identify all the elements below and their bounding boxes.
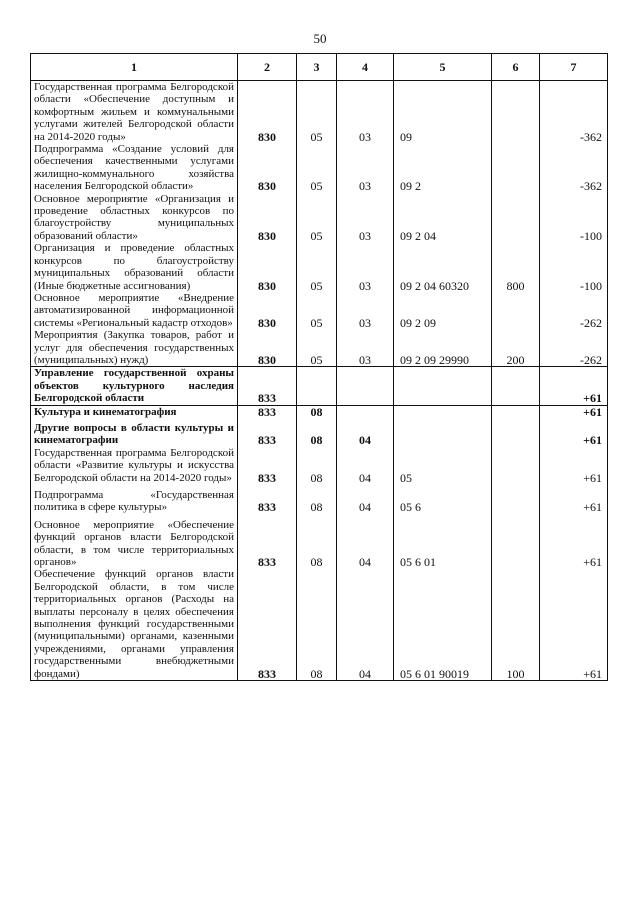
table-row: [31, 143, 608, 193]
target-article-code: [394, 367, 492, 405]
admin-code: 830: [238, 81, 297, 144]
subsection-code: 04: [337, 484, 394, 514]
table-row: [31, 81, 608, 144]
target-article-code: 09 2: [394, 143, 492, 193]
target-article-code: 09 2 09: [394, 292, 492, 329]
subsection-code: 04: [337, 568, 394, 680]
column-header: 1: [31, 54, 238, 81]
amount: +61: [540, 418, 608, 447]
expense-type-code: [492, 367, 540, 405]
column-header: 4: [337, 54, 394, 81]
expense-type-code: [492, 193, 540, 243]
section-code: 08: [297, 484, 337, 514]
row-name: Культура и кинематография: [31, 405, 238, 418]
expense-type-code: [492, 514, 540, 569]
page-number: 50: [313, 31, 327, 46]
amount: +61: [540, 447, 608, 484]
row-name: Другие вопросы в области культуры и кинематографии: [31, 418, 238, 447]
column-header: 2: [238, 54, 297, 81]
row-name: Основное мероприятие «Организация и проведение областных конкурсов по благоустройству муниципальных образований области»: [31, 193, 238, 243]
section-code: 05: [297, 292, 337, 329]
target-article-code: [394, 418, 492, 447]
budget-table: [30, 53, 608, 681]
column-header: 5: [394, 54, 492, 81]
section-code: 05: [297, 242, 337, 292]
expense-type-code: [492, 405, 540, 418]
amount: -362: [540, 143, 608, 193]
row-name: Государственная программа Белгородской области «Обеспечение доступным и комфортным жильем и коммунальными услугами жителей Белгородской области на 2014-2020 годы»: [31, 81, 238, 144]
section-code: 05: [297, 143, 337, 193]
section-code: 05: [297, 81, 337, 144]
subsection-code: 04: [337, 514, 394, 569]
expense-type-code: [492, 447, 540, 484]
table-row: [31, 484, 608, 514]
row-name: Мероприятия (Закупка товаров, работ и услуг для обеспечения государственных (муниципальных) нужд): [31, 329, 238, 367]
expense-type-code: [492, 81, 540, 144]
subsection-code: 03: [337, 292, 394, 329]
section-code: 05: [297, 329, 337, 367]
table-row: [31, 447, 608, 484]
table-row: [31, 514, 608, 569]
table-row: [31, 292, 608, 329]
table-row: [31, 367, 608, 405]
target-article-code: 09 2 04: [394, 193, 492, 243]
amount: -362: [540, 81, 608, 144]
section-code: 08: [297, 405, 337, 418]
amount: +61: [540, 367, 608, 405]
admin-code: 833: [238, 367, 297, 405]
table-row: [31, 568, 608, 680]
section-code: 08: [297, 514, 337, 569]
admin-code: 830: [238, 329, 297, 367]
table-row: [31, 193, 608, 243]
admin-code: 833: [238, 405, 297, 418]
row-name: Подпрограмма «Создание условий для обеспечения качественными услугами жилищно-коммунального хозяйства населения Белгородской области»: [31, 143, 238, 193]
subsection-code: [337, 367, 394, 405]
row-name: Основное мероприятие «Обеспечение функций органов власти Белгородской области, в том числе территориальных органов»: [31, 514, 238, 569]
column-header: 6: [492, 54, 540, 81]
target-article-code: 09 2 04 60320: [394, 242, 492, 292]
admin-code: 830: [238, 292, 297, 329]
amount: +61: [540, 568, 608, 680]
admin-code: 833: [238, 484, 297, 514]
subsection-code: [337, 405, 394, 418]
admin-code: 833: [238, 514, 297, 569]
table-row: [31, 418, 608, 447]
admin-code: 833: [238, 418, 297, 447]
table-row: [31, 329, 608, 367]
table-row: [31, 242, 608, 292]
column-header: 3: [297, 54, 337, 81]
expense-type-code: 100: [492, 568, 540, 680]
target-article-code: [394, 405, 492, 418]
amount: +61: [540, 405, 608, 418]
row-name: Управление государственной охраны объектов культурного наследия Белгородской области: [31, 367, 238, 405]
section-code: 05: [297, 193, 337, 243]
amount: +61: [540, 484, 608, 514]
admin-code: 833: [238, 568, 297, 680]
row-name: Обеспечение функций органов власти Белгородской области, в том числе территориальных органов (Расходы на выплаты персоналу в целях обеспечения выполнения функций государственными (муниципальными) органами, казенными учреждениями, органами управления государственными внебюджетными фондами): [31, 568, 238, 680]
expense-type-code: [492, 484, 540, 514]
row-name: Государственная программа Белгородской области «Развитие культуры и искусства Белгородской области на 2014-2020 годы»: [31, 447, 238, 484]
subsection-code: 04: [337, 418, 394, 447]
section-code: 08: [297, 418, 337, 447]
target-article-code: 09 2 09 29990: [394, 329, 492, 367]
admin-code: 830: [238, 143, 297, 193]
expense-type-code: [492, 143, 540, 193]
target-article-code: 09: [394, 81, 492, 144]
target-article-code: 05 6 01: [394, 514, 492, 569]
column-header: 7: [540, 54, 608, 81]
amount: -100: [540, 242, 608, 292]
expense-type-code: [492, 292, 540, 329]
section-code: [297, 367, 337, 405]
amount: -262: [540, 329, 608, 367]
subsection-code: 03: [337, 81, 394, 144]
table-row: [31, 405, 608, 418]
expense-type-code: 800: [492, 242, 540, 292]
row-name: Организация и проведение областных конкурсов по благоустройству муниципальных образований области (Иные бюджетные ассигнования): [31, 242, 238, 292]
expense-type-code: [492, 418, 540, 447]
target-article-code: 05 6: [394, 484, 492, 514]
subsection-code: 03: [337, 193, 394, 243]
section-code: 08: [297, 447, 337, 484]
target-article-code: 05: [394, 447, 492, 484]
admin-code: 833: [238, 447, 297, 484]
amount: +61: [540, 514, 608, 569]
target-article-code: 05 6 01 90019: [394, 568, 492, 680]
row-name: Подпрограмма «Государственная политика в сфере культуры»: [31, 484, 238, 514]
section-code: 08: [297, 568, 337, 680]
admin-code: 830: [238, 242, 297, 292]
amount: -100: [540, 193, 608, 243]
admin-code: 830: [238, 193, 297, 243]
row-name: Основное мероприятие «Внедрение автоматизированной информационной системы «Региональный кадастр отходов»: [31, 292, 238, 329]
subsection-code: 03: [337, 242, 394, 292]
table-header-row: [31, 54, 608, 81]
subsection-code: 03: [337, 143, 394, 193]
amount: -262: [540, 292, 608, 329]
subsection-code: 04: [337, 447, 394, 484]
subsection-code: 03: [337, 329, 394, 367]
expense-type-code: 200: [492, 329, 540, 367]
